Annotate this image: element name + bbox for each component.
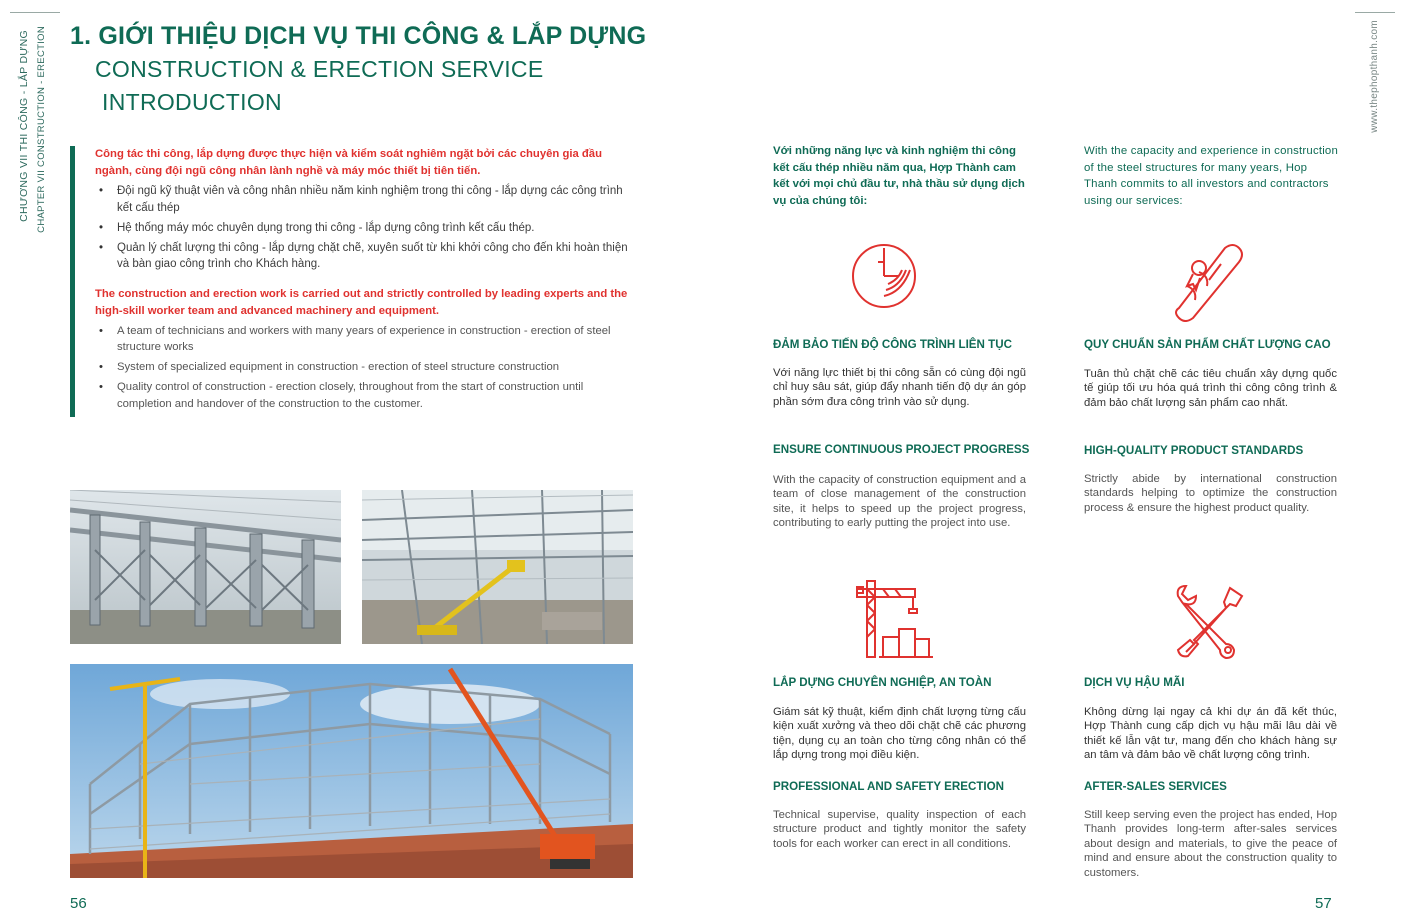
bullet-list-en <box>95 323 640 413</box>
list-item: • System of specialized equipment in construction - erection of steel structure construction <box>95 359 640 376</box>
feature-title-en: PROFESSIONAL AND SAFETY ERECTION <box>773 780 1005 793</box>
list-item: • Đội ngũ kỹ thuật viên và công nhân nhiều năm kinh nghiệm trong thi công - lắp dựng các công trình kết cấu thép <box>95 183 640 216</box>
feature-title-en: ENSURE CONTINUOUS PROJECT PROGRESS <box>773 443 1030 456</box>
bullet-list-vi <box>95 183 640 273</box>
top-rule <box>10 12 60 13</box>
feature-desc-en: Still keep serving even the project has ended, Hop Thanh provides long-term after-sales services about design and materials, to give the peace of mind and ensure about the construction quality to customers. <box>1084 809 1337 879</box>
lead-vi: Công tác thi công, lắp dựng được thực hiện và kiểm soát nghiêm ngặt bởi các chuyên gia đầu ngành, cùng đội ngũ công nhân lành nghề và máy móc thiết bị tiên tiến. <box>95 148 602 177</box>
commitment-en: With the capacity and experience in construction of the steel structures for many years, Hop Thanh commits to all investors and contractors using our services: <box>1084 145 1338 207</box>
feature-desc-en: Technical supervise, quality inspection of each structure product and tightly monitor the safety tools for each worker can erect in all conditions. <box>773 809 1026 850</box>
photo-steel-frame-1 <box>70 490 341 644</box>
chapter-label-vi: CHƯƠNG VII THI CÔNG - LẮP DỰNG <box>18 30 30 222</box>
website-url: www.thephopthanh.com <box>1369 20 1380 133</box>
feature-desc-vi: Không dừng lại ngay cả khi dự án đã kết thúc, Hợp Thành cung cấp dịch vụ hậu mãi lâu dài về thiết kế lẫn vật tư, mang đến cho khách hàng sự an tâm và đảm bảo về chất lượng công trình. <box>1084 706 1337 762</box>
feature-title-vi: QUY CHUẨN SẢN PHẨM CHẤT LƯỢNG CAO <box>1084 338 1331 351</box>
feature-title-en: AFTER-SALES SERVICES <box>1084 780 1227 793</box>
right-page <box>703 0 1405 916</box>
feature-desc-vi: Tuân thủ chặt chẽ các tiêu chuẩn xây dựng quốc tế giúp tối ưu hóa quá trình thi công công trình & đảm bảo chất lượng sản phẩm cao nhất. <box>1084 368 1337 409</box>
left-page <box>0 0 702 916</box>
lead-en: The construction and erection work is carried out and strictly controlled by leading experts and the high-skill worker team and advanced machinery and equipment. <box>95 287 628 317</box>
clock-progress-icon <box>848 240 918 325</box>
chapter-label-en: CHAPTER VII CONSTRUCTION - ERECTION <box>36 26 47 233</box>
top-rule-right <box>1355 12 1395 13</box>
intro-block <box>70 146 640 417</box>
wrench-screwdriver-icon <box>1168 582 1248 667</box>
list-item: • A team of technicians and workers with many years of experience in construction - erection of steel structure works <box>95 323 640 356</box>
certificate-scroll-icon <box>1169 238 1245 327</box>
photo-steel-frame-2 <box>362 490 633 644</box>
crane-building-icon <box>853 577 943 664</box>
photo-steel-frame-cranes <box>70 664 633 878</box>
list-item: • Hệ thống máy móc chuyên dụng trong thi công - lắp dựng công trình kết cấu thép. <box>95 220 640 237</box>
commitment-vi: Với những năng lực và kinh nghiệm thi công kết cấu thép nhiều năm qua, Hợp Thành cam kết với mọi chủ đầu tư, nhà thầu sử dụng dịch vụ của chúng tôi: <box>773 145 1025 207</box>
page-title-en-line2: INTRODUCTION <box>102 89 282 115</box>
page-title-en-line1: CONSTRUCTION & ERECTION SERVICE <box>95 56 544 82</box>
feature-title-vi: LẮP DỰNG CHUYÊN NGHIỆP, AN TOÀN <box>773 676 992 689</box>
feature-desc-vi: Với năng lực thiết bị thi công sẵn có cùng đội ngũ chỉ huy sâu sát, giúp đẩy nhanh tiến độ dự án góp phần sớm đưa công trình vào sử dụng. <box>773 367 1026 408</box>
feature-desc-en: Strictly abide by international construction standards helping to optimize the construction process & ensure the highest product quality. <box>1084 473 1337 514</box>
list-item: • Quality control of construction - erection closely, throughout from the start of construction until completion and handover of the construction to the customer. <box>95 379 640 412</box>
page-number-right: 57 <box>1315 895 1332 912</box>
list-item: • Quản lý chất lượng thi công - lắp dựng chặt chẽ, xuyên suốt từ khi khởi công cho đến khi hoàn thiện và bàn giao công trình cho Khách hàng. <box>95 240 640 273</box>
page-title-vi: 1. GIỚI THIỆU DỊCH VỤ THI CÔNG & LẮP DỰNG <box>70 22 647 50</box>
feature-desc-vi: Giám sát kỹ thuật, kiểm định chất lượng từng cấu kiện xuất xưởng và theo dõi chặt chẽ các phương tiện, dụng cụ an toàn cho từng công nhân có thể lắp dựng trong mọi điều kiện. <box>773 706 1026 762</box>
feature-desc-en: With the capacity of construction equipment and a team of close management of the construction site, it helps to speed up the project progress, contributing to early putting the project into use. <box>773 474 1026 530</box>
feature-title-en: HIGH-QUALITY PRODUCT STANDARDS <box>1084 444 1304 457</box>
feature-title-vi: DỊCH VỤ HẬU MÃI <box>1084 676 1185 689</box>
page-number-left: 56 <box>70 895 87 912</box>
feature-title-vi: ĐẢM BẢO TIẾN ĐỘ CÔNG TRÌNH LIÊN TỤC <box>773 338 1012 351</box>
